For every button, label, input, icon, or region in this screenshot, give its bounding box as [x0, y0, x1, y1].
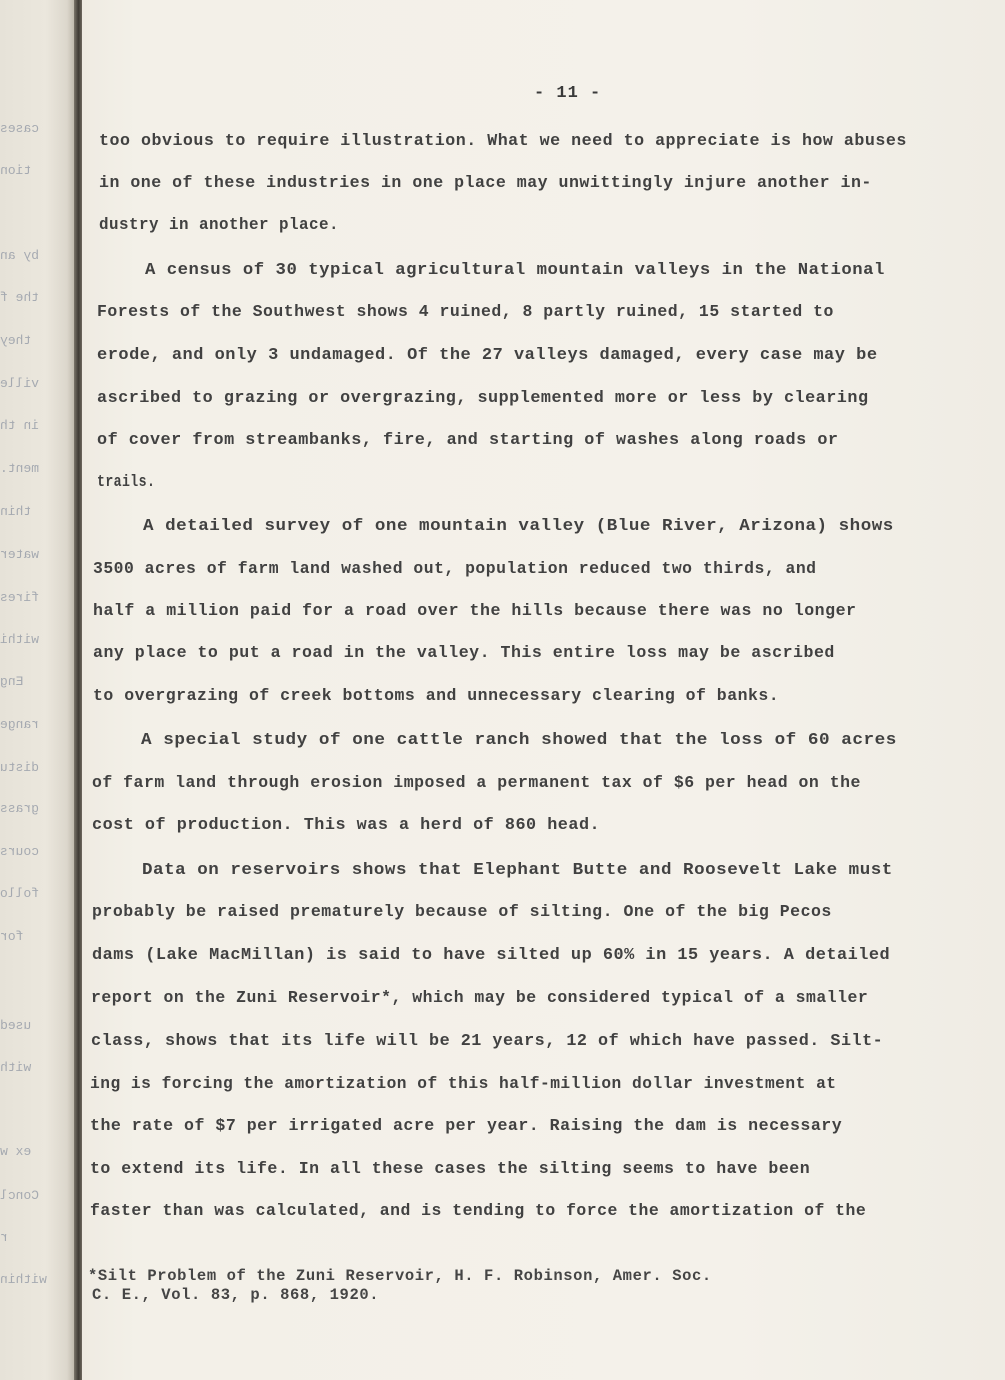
bleed-text: for: [0, 929, 24, 944]
bleed-text: withi: [0, 632, 40, 647]
bleed-text: fires: [0, 590, 40, 605]
text-line: 3500 acres of farm land washed out, population reduced two thirds, and: [93, 559, 817, 578]
bleed-text: follo: [0, 886, 40, 901]
footnote-line: *Silt Problem of the Zuni Reservoir, H. F. Robinson, Amer. Soc.: [88, 1267, 712, 1285]
text-line: any place to put a road in the valley. This entire loss may be ascribed: [93, 643, 835, 662]
bleed-text: Eng: [0, 674, 24, 689]
text-line: trails.: [97, 472, 156, 491]
text-line: A census of 30 typical agricultural mountain valleys in the National: [145, 260, 885, 279]
bleed-text: ville: [0, 376, 40, 391]
bleed-text: r: [0, 1230, 8, 1245]
bleed-text: in th: [0, 418, 40, 433]
bleed-text: grass: [0, 801, 40, 816]
text-line: to overgrazing of creek bottoms and unnecessary clearing of banks.: [93, 686, 780, 705]
text-line: the rate of $7 per irrigated acre per year. Raising the dam is necessary: [90, 1116, 843, 1135]
bleed-text: cases: [0, 121, 40, 136]
bleed-text: thin: [0, 504, 32, 519]
text-line: report on the Zuni Reservoir*, which may be considered typical of a smaller: [91, 988, 869, 1007]
bleed-text: by an: [0, 248, 40, 263]
footnote-line: C. E., Vol. 83, p. 868, 1920.: [92, 1286, 380, 1304]
bleed-text: the f: [0, 290, 40, 305]
text-line: A special study of one cattle ranch showed that the loss of 60 acres: [141, 730, 897, 749]
bleed-text: tion: [0, 163, 32, 178]
bleed-text: distu: [0, 760, 40, 775]
text-line: ing is forcing the amortization of this half-million dollar investment at: [90, 1074, 837, 1093]
text-line: of cover from streambanks, fire, and starting of washes along roads or: [97, 430, 839, 449]
bleed-text: ment.: [0, 461, 40, 476]
text-line: dustry in another place.: [99, 215, 340, 234]
text-line: half a million paid for a road over the hills because there was no longer: [93, 601, 857, 620]
text-line: too obvious to require illustration. What we need to appreciate is how abuses: [99, 131, 907, 150]
text-line: dams (Lake MacMillan) is said to have silted up 60% in 15 years. A detailed: [92, 945, 891, 964]
text-line: to extend its life. In all these cases the silting seems to have been: [90, 1159, 811, 1178]
text-line: faster than was calculated, and is tending to force the amortization of the: [90, 1201, 867, 1220]
text-line: in one of these industries in one place may unwittingly injure another in-: [99, 173, 872, 192]
text-line: A detailed survey of one mountain valley (Blue River, Arizona) shows: [143, 516, 894, 535]
text-line: Forests of the Southwest shows 4 ruined, 8 partly ruined, 15 started to: [97, 302, 834, 321]
bleed-text: range: [0, 717, 40, 732]
page-number: - 11 -: [534, 84, 602, 103]
document-page: [82, 0, 1005, 1380]
previous-page-edge: [0, 0, 76, 1380]
bleed-text: within: [0, 1272, 47, 1287]
bleed-text: water: [0, 547, 40, 562]
text-line: Data on reservoirs shows that Elephant Butte and Roosevelt Lake must: [142, 860, 893, 879]
bleed-text: cours: [0, 844, 40, 859]
text-line: class, shows that its life will be 21 years, 12 of which have passed. Silt-: [91, 1031, 884, 1050]
bleed-text: Concl: [0, 1188, 40, 1203]
bleed-text: ex w: [0, 1144, 32, 1159]
bleed-text: they: [0, 333, 32, 348]
text-line: cost of production. This was a herd of 860 head.: [92, 815, 601, 834]
text-line: ascribed to grazing or overgrazing, supplemented more or less by clearing: [97, 388, 869, 407]
bleed-text: with: [0, 1060, 32, 1075]
bleed-text: used: [0, 1018, 32, 1033]
text-line: of farm land through erosion imposed a permanent tax of $6 per head on the: [92, 773, 861, 792]
text-line: erode, and only 3 undamaged. Of the 27 valleys damaged, every case may be: [97, 345, 878, 364]
text-line: probably be raised prematurely because of silting. One of the big Pecos: [92, 902, 832, 921]
